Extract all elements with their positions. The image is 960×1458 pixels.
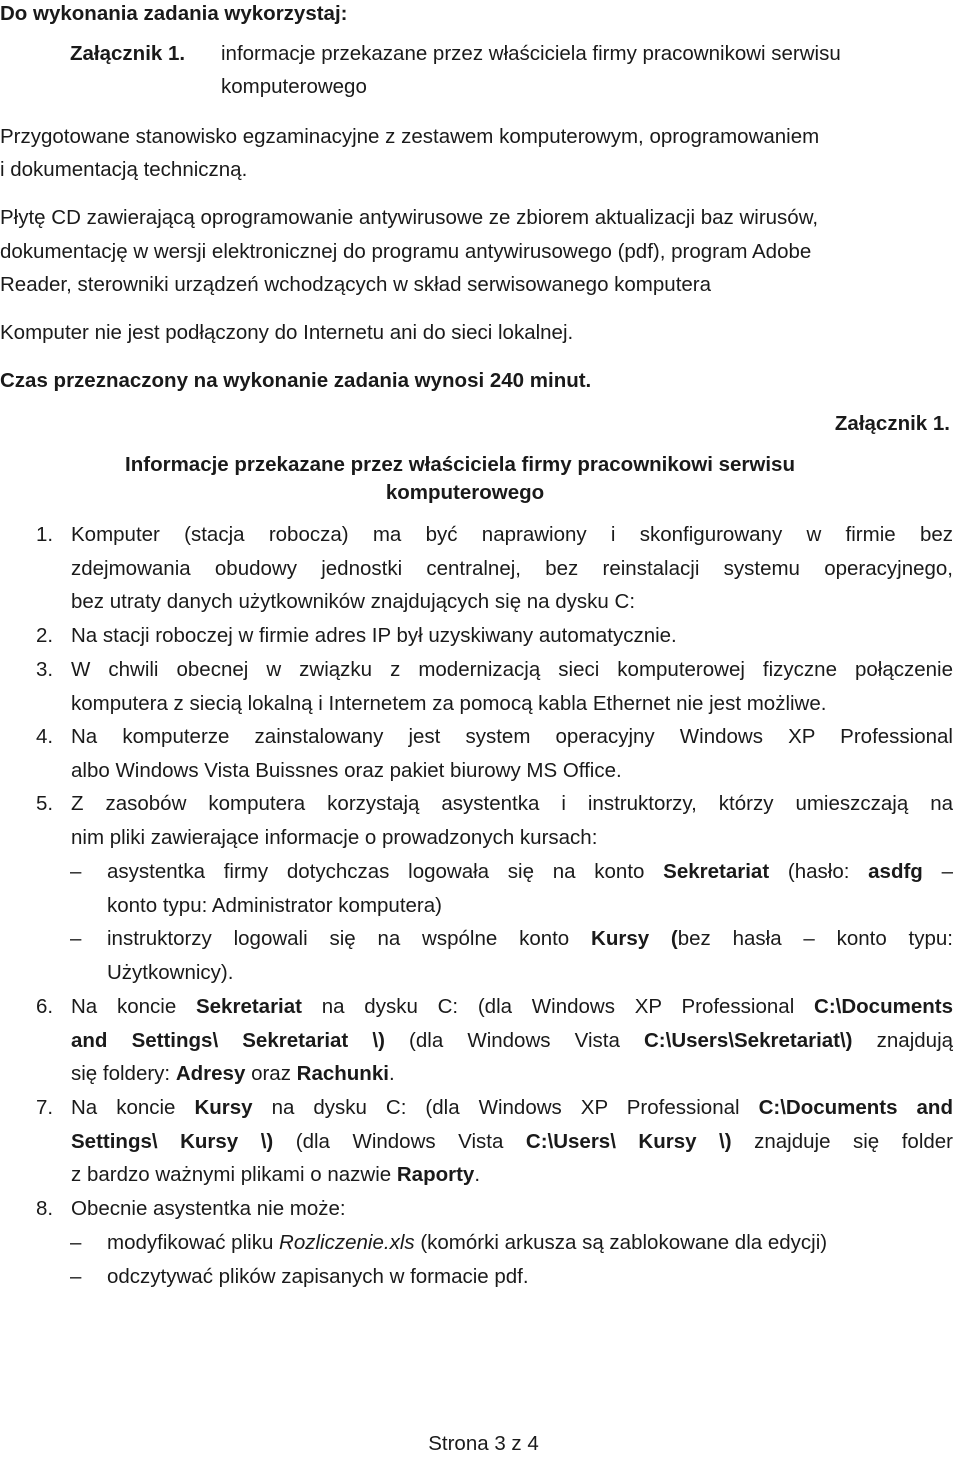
account-name-kursy: Kursy ( <box>591 927 678 950</box>
text-run: asystentka firmy dotychczas logowała się na konto <box>107 860 645 883</box>
text-run: (komórki arkusza są zablokowane dla edycji) <box>420 1231 828 1254</box>
item-4 <box>71 720 953 787</box>
item-5 <box>71 787 953 854</box>
item-4-line1: Na komputerze zainstalowany jest system operacyjny Windows XP Professional <box>71 725 953 748</box>
paragraph-cd-line1: Płytę CD zawierającą oprogramowanie antywirusowe ze zbiorem aktualizacji baz wirusów, <box>0 206 819 229</box>
text-run: znajduje się folder <box>754 1129 953 1153</box>
item-8 <box>71 1192 953 1226</box>
item-5-sub-1 <box>107 855 953 922</box>
text-run: się foldery: <box>71 1062 171 1085</box>
bullet-dash: – <box>70 1265 82 1288</box>
attachment-title-line2: komputerowego <box>385 481 545 504</box>
item-number-6: 6. <box>36 995 54 1018</box>
text-run: . <box>474 1163 481 1186</box>
item-number-4: 4. <box>36 725 54 748</box>
text-run: instruktorzy logowali się na wspólne konto <box>107 927 570 950</box>
text-run: na dysku C: (dla Windows XP Professional <box>271 1096 740 1119</box>
bullet-dash: – <box>70 860 82 883</box>
text-run: (dla Windows Vista <box>409 1028 620 1052</box>
folder-name: Rachunki <box>296 1062 389 1085</box>
item-1-line1: Komputer (stacja robocza) ma być naprawiony i skonfigurowany w firmie bez <box>71 523 953 546</box>
item-2-line1: Na stacji roboczej w firmie adres IP był uzyskiwany automatycznie. <box>71 624 677 647</box>
path-text: C:\Documents <box>814 995 953 1018</box>
account-name-sekretariat: Sekretariat <box>663 860 770 883</box>
paragraph-workstation-line1: Przygotowane stanowisko egzaminacyjne z zestawem komputerowym, oprogramowaniem <box>0 125 820 148</box>
path-text: C:\Documents and <box>758 1096 953 1119</box>
item-3-line2: komputera z siecią lokalną i Internetem za pomocą kabla Ethernet nie jest możliwe. <box>71 691 827 715</box>
item-1 <box>71 518 953 619</box>
path-text: Settings\ Kursy \) <box>71 1129 274 1153</box>
path-text: and Settings\ Sekretariat \) <box>71 1028 385 1052</box>
attachment-reference-desc-line2: komputerowego <box>221 75 367 98</box>
paragraph-workstation-line2: i dokumentacją techniczną. <box>0 158 248 181</box>
folder-name: Raporty <box>396 1163 475 1186</box>
item-1-line3: bez utraty danych użytkowników znajdujących się na dysku C: <box>71 590 636 613</box>
item-number-5: 5. <box>36 792 54 815</box>
text-run: bez hasła – konto typu: <box>677 927 953 950</box>
item-number-2: 2. <box>36 624 54 647</box>
time-limit-note: Czas przeznaczony na wykonanie zadania wynosi 240 minut. <box>0 369 592 392</box>
path-text: C:\Users\Sekretariat\) <box>644 1028 853 1052</box>
item-1-line2: zdejmowania obudowy jednostki centralnej, bez reinstalacji systemu operacyjnego, <box>71 556 953 580</box>
password-value: asdfg <box>868 860 923 883</box>
item-5-line2: nim pliki zawierające informacje o prowadzonych kursach: <box>71 825 598 849</box>
item-8-sub-2-line1: odczytywać plików zapisanych w formacie pdf. <box>107 1265 529 1288</box>
attachment-reference-label: Załącznik 1. <box>70 42 186 65</box>
attachment-reference-desc-line1: informacje przekazane przez właściciela firmy pracownikowi serwisu <box>221 42 841 65</box>
path-text: C:\Users\ Kursy \) <box>525 1129 732 1153</box>
text-run: – <box>941 860 953 883</box>
item-number-1: 1. <box>36 523 54 546</box>
text-run: modyfikować pliku <box>107 1231 274 1254</box>
item-8-sub-1 <box>107 1226 953 1260</box>
text-run: z bardzo ważnymi plikami o nazwie <box>71 1163 392 1186</box>
text-run: znajdują <box>876 1028 954 1052</box>
item-number-3: 3. <box>36 658 54 681</box>
bullet-dash: – <box>70 927 82 950</box>
paragraph-cd-line3: Reader, sterowniki urządzeń wchodzących w skład serwisowanego komputera <box>0 273 712 296</box>
text-run: (dla Windows Vista <box>295 1129 504 1153</box>
item-3-line1: W chwili obecnej w związku z modernizacją sieci komputerowej fizyczne połączenie <box>71 658 953 681</box>
paragraph-cd-line2: dokumentację w wersji elektronicznej do programu antywirusowego (pdf), program Adobe <box>0 240 812 263</box>
text-run: (hasło: <box>787 860 850 883</box>
item-7 <box>71 1091 953 1192</box>
account-name: Sekretariat <box>195 995 302 1018</box>
paragraph-network-note: Komputer nie jest podłączony do Internetu ani do sieci lokalnej. <box>0 321 574 344</box>
item-5-sub-2-line2: Użytkownicy). <box>107 960 234 984</box>
item-3 <box>71 653 953 720</box>
text-run: Na koncie <box>71 995 177 1018</box>
item-number-8: 8. <box>36 1197 54 1220</box>
bullet-dash: – <box>70 1231 82 1254</box>
item-2 <box>71 619 953 653</box>
attachment-title-line1: Informacje przekazane przez właściciela firmy pracownikowi serwisu <box>125 453 795 476</box>
item-8-sub-2 <box>107 1260 953 1294</box>
item-6 <box>71 990 953 1091</box>
text-run: Na koncie <box>71 1096 176 1119</box>
folder-name: Adresy <box>175 1062 246 1085</box>
item-5-sub-2 <box>107 922 953 989</box>
text-run: . <box>388 1062 395 1085</box>
item-4-line2: albo Windows Vista Buissnes oraz pakiet biurowy MS Office. <box>71 758 622 782</box>
file-name: Rozliczenie.xls <box>279 1231 415 1254</box>
item-8-line1: Obecnie asystentka nie może: <box>71 1197 346 1220</box>
text-run: oraz <box>251 1062 291 1085</box>
attachment-label: Załącznik 1. <box>834 412 950 435</box>
text-run: na dysku C: (dla Windows XP Professional <box>321 995 795 1018</box>
item-5-sub-1-line2: konto typu: Administrator komputera) <box>107 893 442 917</box>
item-number-7: 7. <box>36 1096 54 1119</box>
instructions-heading: Do wykonania zadania wykorzystaj: <box>0 2 348 25</box>
item-5-line1: Z zasobów komputera korzystają asystentka i instruktorzy, którzy umieszczają na <box>71 792 953 815</box>
account-name: Kursy <box>194 1096 253 1119</box>
page-indicator: Strona 3 z 4 <box>428 1432 539 1455</box>
